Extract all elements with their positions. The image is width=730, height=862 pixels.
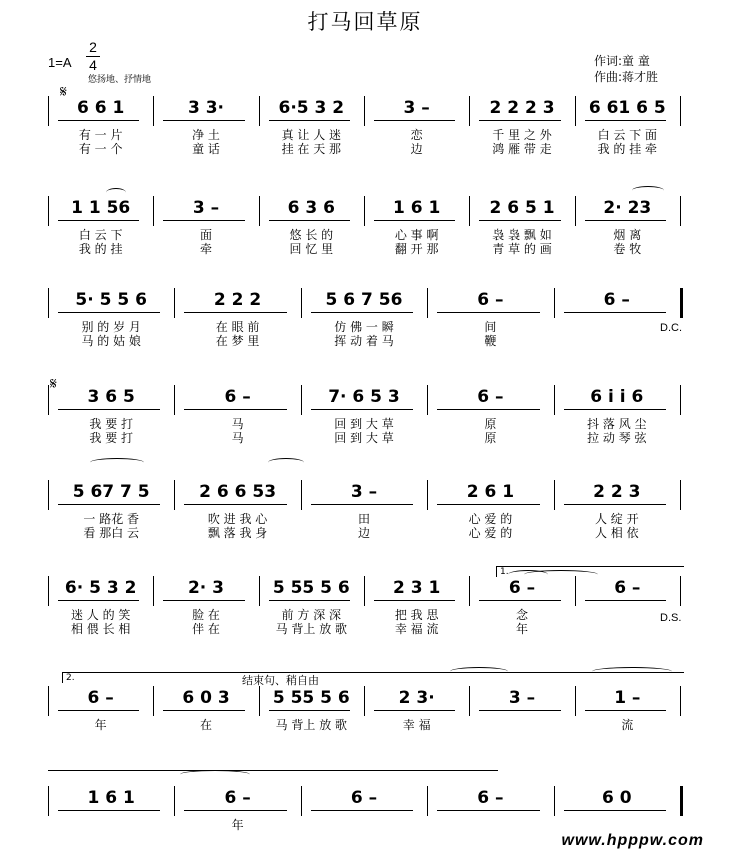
volta-second-ending: 2. <box>62 672 684 683</box>
volta-first-ending: 1. <box>496 566 684 577</box>
lyric-verse-1: 幸 福 <box>402 718 431 732</box>
barline <box>469 96 470 126</box>
lyric-verse-2: 边 <box>357 526 370 540</box>
barline <box>554 385 555 415</box>
barline <box>174 480 175 510</box>
site-watermark: www.hpppw.com <box>561 832 704 849</box>
lyric-verse-2: 挂 在 天 那 <box>281 142 342 156</box>
slur-mark <box>180 770 250 779</box>
lyric-verse-2: 心 爱 的 <box>468 526 513 540</box>
notation-measure: 5 55 5 6 <box>272 578 350 598</box>
barline <box>48 385 49 415</box>
slur-mark <box>106 188 126 197</box>
lyric-verse-2: 鸿 雁 带 走 <box>492 142 552 156</box>
barline <box>48 686 49 716</box>
barline <box>680 385 681 415</box>
beam-line <box>58 312 160 313</box>
lyric-verse-1: 心 爱 的 <box>468 512 513 526</box>
time-sig-top: 2 <box>89 39 97 55</box>
beam-line <box>269 120 350 121</box>
continuation-line <box>48 770 498 771</box>
barline <box>153 196 154 226</box>
lyric-verse-1: 年 <box>231 818 244 832</box>
lyric-verse-2: 在 梦 里 <box>215 334 260 348</box>
barline <box>680 686 681 716</box>
lyric-verse-2: 青 草 的 画 <box>492 242 552 256</box>
lyric-verse-1: 前 方 深 深 <box>281 608 342 622</box>
beam-line <box>269 600 350 601</box>
lyric-verse-1: 在 <box>199 718 212 732</box>
barline <box>575 196 576 226</box>
barline <box>48 480 49 510</box>
song-title: 打马回草原 <box>307 10 423 34</box>
notation-measure: 1 – <box>614 688 641 708</box>
ds-mark: D.S. <box>660 612 682 624</box>
barline <box>427 385 428 415</box>
notation-measure: 2 6 5 1 <box>489 198 555 218</box>
barline <box>259 196 260 226</box>
lyric-verse-1: 真 让 人 迷 <box>281 128 342 142</box>
notation-measure: 6 i i 6 <box>590 387 644 407</box>
barline <box>680 196 681 226</box>
lyric-verse-1: 白 云 下 <box>78 228 123 242</box>
notation-measure: 6 – <box>477 788 504 808</box>
beam-line <box>58 710 139 711</box>
beam-line <box>58 120 139 121</box>
lyric-verse-1: 净 土 <box>192 128 220 142</box>
lyric-verse-2: 回 到 大 草 <box>334 431 394 445</box>
lyric-verse-2: 马 背上 放 歌 <box>275 622 348 636</box>
lyric-verse-1: 袅 袅 飘 如 <box>492 228 552 242</box>
lyric-verse-1: 流 <box>621 718 634 732</box>
notation-measure: 6 – <box>603 290 630 310</box>
lyric-verse-1: 原 <box>484 417 497 431</box>
final-barline <box>680 288 683 318</box>
beam-line <box>163 120 244 121</box>
notation-measure: 3 6 5 <box>87 387 135 407</box>
beam-line <box>479 600 560 601</box>
beam-line <box>437 312 539 313</box>
barline <box>554 288 555 318</box>
notation-measure: 2 2 2 3 <box>489 98 555 118</box>
lyric-verse-1: 抖 落 风 尘 <box>587 417 647 431</box>
barline <box>153 686 154 716</box>
lyric-verse-1: 把 我 思 <box>394 608 439 622</box>
barline <box>48 576 49 606</box>
slur-mark <box>592 667 672 676</box>
lyric-verse-2: 原 <box>484 431 497 445</box>
barline <box>364 686 365 716</box>
lyric-verse-1: 我 要 打 <box>89 417 134 431</box>
barline <box>301 385 302 415</box>
lyric-verse-1: 烟 离 <box>613 228 642 242</box>
notation-measure: 3 – <box>192 198 220 218</box>
lyric-verse-2: 我 要 打 <box>89 431 134 445</box>
notation-measure: 2 6 6 53 <box>199 482 277 502</box>
beam-line <box>585 600 666 601</box>
notation-measure: 6 61 6 5 <box>588 98 666 118</box>
beam-line <box>564 810 666 811</box>
beam-line <box>58 810 160 811</box>
slur-mark <box>90 458 144 467</box>
notation-measure: 2 2 2 <box>213 290 262 310</box>
barline <box>301 480 302 510</box>
lyric-verse-1: 回 到 大 草 <box>334 417 394 431</box>
slur-mark <box>450 667 508 676</box>
lyric-verse-2: 边 <box>410 142 423 156</box>
time-sig-bottom: 4 <box>89 57 97 73</box>
beam-line <box>311 409 413 410</box>
barline <box>554 786 555 816</box>
lyric-verse-2: 鞭 <box>484 334 497 348</box>
lyric-verse-2: 翻 开 那 <box>394 242 439 256</box>
beam-line <box>479 220 560 221</box>
lyric-verse-2: 马 <box>231 431 244 445</box>
beam-line <box>269 710 350 711</box>
beam-line <box>585 120 666 121</box>
notation-measure: 2· 3 <box>187 578 225 598</box>
barline <box>174 288 175 318</box>
notation-measure: 7· 6 5 3 <box>328 387 400 407</box>
beam-line <box>311 504 413 505</box>
beam-line <box>184 810 286 811</box>
notation-measure: 2 3 1 <box>393 578 441 598</box>
beam-line <box>311 810 413 811</box>
notation-measure: 5 6 7 56 <box>325 290 403 310</box>
lyric-verse-1: 面 <box>199 228 212 242</box>
barline <box>364 96 365 126</box>
barline <box>301 786 302 816</box>
lyric-verse-1: 有 一 片 <box>78 128 123 142</box>
lyric-verse-1: 迷 人 的 笑 <box>70 608 131 622</box>
beam-line <box>163 600 244 601</box>
notation-measure: 6· 5 3 2 <box>64 578 137 598</box>
notation-measure: 3 – <box>508 688 536 708</box>
notation-measure: 6 6 1 <box>77 98 125 118</box>
lyric-verse-1: 别 的 岁 月 <box>81 320 141 334</box>
segno-mark-2: 𝄋 <box>50 374 57 393</box>
barline <box>575 686 576 716</box>
barline <box>575 96 576 126</box>
lyric-verse-2: 相 偎 长 相 <box>70 622 131 636</box>
lyric-verse-1: 人 绽 开 <box>594 512 639 526</box>
lyric-verse-2: 幸 福 流 <box>394 622 439 636</box>
barline <box>48 196 49 226</box>
barline <box>364 576 365 606</box>
notation-measure: 6 – <box>224 788 251 808</box>
notation-measure: 2 6 1 <box>466 482 515 502</box>
lyric-verse-1: 马 背上 放 歌 <box>275 718 348 732</box>
barline <box>174 786 175 816</box>
beam-line <box>269 220 350 221</box>
lyric-verse-2: 有 一 个 <box>78 142 123 156</box>
beam-line <box>58 409 160 410</box>
barline <box>48 288 49 318</box>
barline <box>427 288 428 318</box>
barline <box>469 576 470 606</box>
lyric-verse-1: 田 <box>357 512 370 526</box>
lyric-verse-1: 在 眼 前 <box>215 320 260 334</box>
lyric-verse-1: 仿 佛 一 瞬 <box>334 320 394 334</box>
notation-measure: 6 3 6 <box>287 198 335 218</box>
notation-measure: 2 2 3 <box>593 482 641 502</box>
beam-line <box>564 409 666 410</box>
lyric-verse-2: 人 相 依 <box>594 526 639 540</box>
notation-measure: 3 – <box>403 98 430 118</box>
ending-note: 结束句、稍自由 <box>242 675 319 687</box>
dc-mark: D.C. <box>660 322 682 334</box>
lyric-verse-2: 我 的 挂 <box>78 242 123 256</box>
notation-measure: 6 – <box>508 578 536 598</box>
notation-measure: 6 – <box>477 290 504 310</box>
lyric-verse-1: 脸 在 <box>192 608 220 622</box>
barline <box>259 96 260 126</box>
composer-credit: 作曲:蒋才胜 <box>594 70 659 84</box>
barline <box>554 480 555 510</box>
notation-measure: 3 – <box>350 482 378 502</box>
barline <box>259 576 260 606</box>
barline <box>680 576 681 606</box>
notation-measure: 2· 23 <box>603 198 652 218</box>
notation-measure: 2 3· <box>398 688 435 708</box>
notation-measure: 1 6 1 <box>393 198 441 218</box>
beam-line <box>184 504 286 505</box>
lyric-verse-2: 我 的 挂 牵 <box>597 142 658 156</box>
beam-line <box>437 504 539 505</box>
lyric-verse-2: 马 的 姑 娘 <box>81 334 141 348</box>
notation-measure: 6 0 3 <box>182 688 230 708</box>
beam-line <box>374 600 455 601</box>
slur-mark <box>632 186 664 195</box>
notation-measure: 5 67 7 5 <box>72 482 150 502</box>
lyric-verse-1: 悠 长 的 <box>289 228 334 242</box>
lyric-verse-1: 千 里 之 外 <box>492 128 552 142</box>
beam-line <box>163 710 244 711</box>
lyric-verse-2: 年 <box>515 622 528 636</box>
notation-measure: 6 – <box>87 688 114 708</box>
lyric-verse-1: 吹 进 我 心 <box>207 512 268 526</box>
lyric-verse-1: 马 <box>231 417 244 431</box>
barline <box>48 786 49 816</box>
notation-measure: 6 – <box>224 387 251 407</box>
notation-measure: 6 – <box>614 578 641 598</box>
notation-measure: 1 6 1 <box>87 788 135 808</box>
lyric-verse-2: 回 忆 里 <box>289 242 334 256</box>
barline <box>469 196 470 226</box>
notation-measure: 6 0 <box>602 788 632 808</box>
barline <box>364 196 365 226</box>
barline <box>680 96 681 126</box>
barline <box>427 786 428 816</box>
beam-line <box>585 710 666 711</box>
barline <box>680 480 681 510</box>
beam-line <box>564 312 666 313</box>
barline <box>301 288 302 318</box>
lyric-verse-1: 一 路花 香 <box>83 512 140 526</box>
notation-measure: 5· 5 5 6 <box>75 290 147 310</box>
lyric-verse-1: 恋 <box>410 128 423 142</box>
segno-mark: 𝄋 <box>60 82 67 101</box>
notation-measure: 1 1 56 <box>71 198 131 218</box>
final-barline <box>680 786 683 816</box>
beam-line <box>585 220 666 221</box>
barline <box>153 576 154 606</box>
expression-marking: 悠扬地、抒情地 <box>88 75 152 85</box>
beam-line <box>437 810 539 811</box>
notation-measure: 6·5 3 2 <box>278 98 345 118</box>
barline <box>575 576 576 606</box>
beam-line <box>437 409 539 410</box>
time-signature <box>86 40 100 73</box>
lyric-verse-2: 卷 牧 <box>613 242 642 256</box>
beam-line <box>311 312 413 313</box>
lyric-verse-2: 牵 <box>199 242 212 256</box>
notation-measure: 6 – <box>350 788 378 808</box>
barline <box>427 480 428 510</box>
beam-line <box>374 710 455 711</box>
lyric-verse-2: 挥 动 着 马 <box>334 334 394 348</box>
lyric-verse-1: 白 云 下 面 <box>597 128 658 142</box>
slur-mark <box>524 570 598 579</box>
barline <box>174 385 175 415</box>
beam-line <box>58 504 160 505</box>
barline <box>48 96 49 126</box>
lyric-verse-2: 飘 落 我 身 <box>207 526 268 540</box>
notation-measure: 6 – <box>477 387 504 407</box>
key-signature: 1=A <box>48 55 72 70</box>
slur-mark <box>268 458 304 467</box>
barline <box>153 96 154 126</box>
lyricist-credit: 作词:童 童 <box>594 54 650 68</box>
lyric-verse-2: 童 话 <box>192 142 220 156</box>
beam-line <box>479 120 560 121</box>
beam-line <box>479 710 560 711</box>
notation-measure: 3 3· <box>187 98 225 118</box>
lyric-verse-1: 年 <box>94 718 107 732</box>
lyric-verse-2: 拉 动 琴 弦 <box>587 431 647 445</box>
lyric-verse-1: 间 <box>484 320 497 334</box>
beam-line <box>374 120 455 121</box>
beam-line <box>163 220 244 221</box>
lyric-verse-1: 心 事 啊 <box>394 228 439 242</box>
beam-line <box>374 220 455 221</box>
lyric-verse-2: 伴 在 <box>192 622 220 636</box>
beam-line <box>58 220 139 221</box>
beam-line <box>58 600 139 601</box>
notation-measure: 5 55 5 6 <box>272 688 350 708</box>
lyric-verse-2: 看 那白 云 <box>83 526 140 540</box>
barline <box>469 686 470 716</box>
beam-line <box>564 504 666 505</box>
barline <box>259 686 260 716</box>
lyric-verse-1: 念 <box>515 608 528 622</box>
beam-line <box>184 312 286 313</box>
beam-line <box>184 409 286 410</box>
